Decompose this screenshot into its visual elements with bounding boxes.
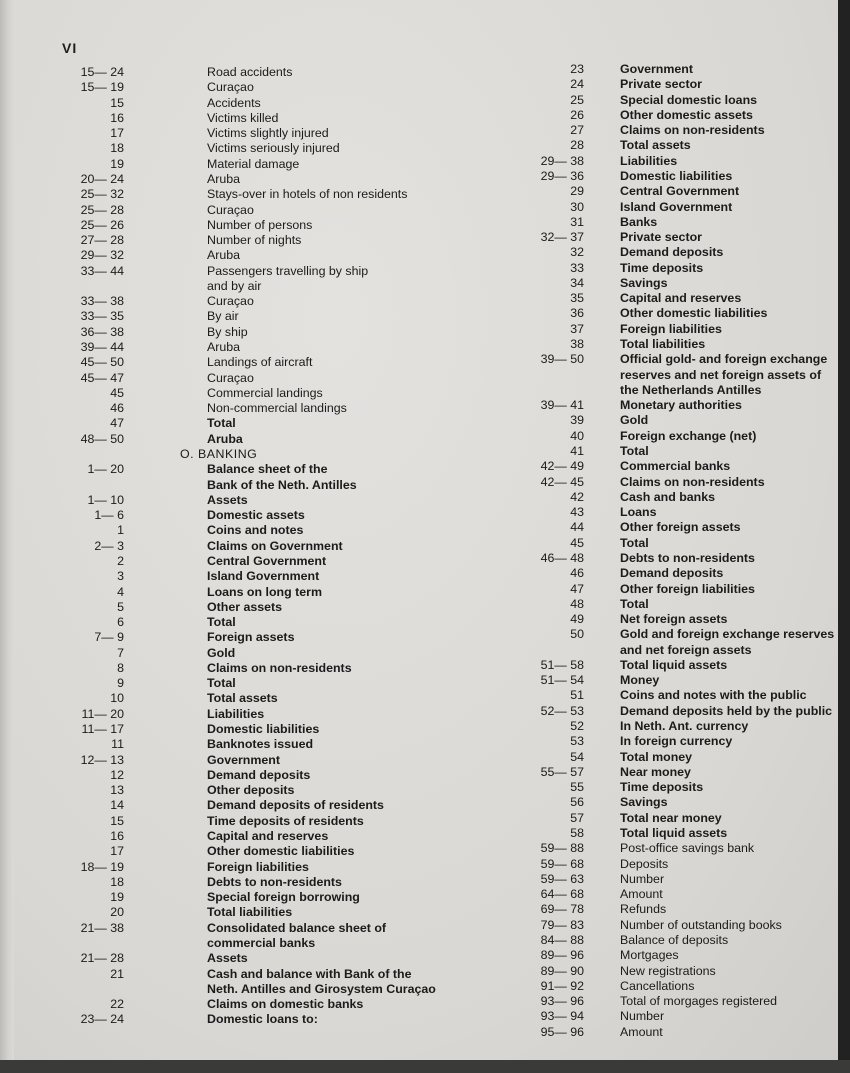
entry-label: Central Government xyxy=(620,184,740,199)
entry-table-range: 48 xyxy=(570,596,584,611)
entry-table-range: 34 xyxy=(570,275,584,290)
entry-table-range: 9 xyxy=(117,676,124,691)
entry-label: Amount xyxy=(620,887,663,902)
entry-table-range: 51 xyxy=(570,688,584,703)
entry-label: Total assets xyxy=(207,691,278,706)
entry-label: In Neth. Ant. currency xyxy=(620,719,749,734)
entry-label: Island Government xyxy=(207,569,320,584)
entry-table-range: 84— 88 xyxy=(540,932,584,947)
entry-table-range: 15 xyxy=(110,813,124,828)
entry-label: Total xyxy=(620,444,649,458)
entry-table-range: 47 xyxy=(110,416,124,431)
entry-label: Total xyxy=(207,416,236,431)
entry-table-range: 89— 96 xyxy=(540,948,584,963)
entry-table-range: 46 xyxy=(110,401,124,416)
entry-label: Post-office savings bank xyxy=(620,841,755,856)
entry-table-range: 19 xyxy=(110,890,124,905)
book-edge xyxy=(838,0,850,1073)
entry-table-range: 39— 50 xyxy=(540,352,584,367)
entry-label: Other domestic liabilities xyxy=(207,844,355,859)
entry-table-range: 45 xyxy=(110,385,124,400)
entry-table-range: 59— 88 xyxy=(540,841,584,856)
entry-label: commercial banks xyxy=(207,935,316,950)
entry-label: Total xyxy=(207,676,236,691)
entry-label: Other domestic assets xyxy=(620,107,753,122)
entry-table-range: 50 xyxy=(570,627,584,642)
entry-table-range: 18 xyxy=(110,141,124,156)
entry-label: Total liabilities xyxy=(620,337,706,352)
entry-table-range: 18— 19 xyxy=(80,859,124,874)
entry-label: Banknotes issued xyxy=(207,737,314,752)
entry-table-range: 27 xyxy=(570,123,584,138)
entry-label: Number xyxy=(620,1009,665,1024)
entry-label: Debts to non-residents xyxy=(207,874,342,889)
entry-label: Loans xyxy=(620,505,657,520)
entry-label: Victims slightly injured xyxy=(207,126,329,141)
entry-table-range: 25— 32 xyxy=(80,187,124,202)
entry-table-range: 40 xyxy=(570,428,584,443)
entry-label: By ship xyxy=(207,324,248,339)
entry-label: Money xyxy=(620,673,660,688)
entry-table-range: 36 xyxy=(570,306,584,321)
entry-table-range: 1— 6 xyxy=(94,508,124,523)
entry-table-range: 2— 3 xyxy=(94,538,124,553)
entry-table-range: 30 xyxy=(570,199,584,214)
entry-table-range: 46— 48 xyxy=(540,550,584,565)
entry-table-range: 23 xyxy=(570,62,584,76)
entry-label: Amount xyxy=(620,1024,663,1039)
entry-label: Savings xyxy=(620,275,668,290)
entry-table-range: 7— 9 xyxy=(94,630,124,645)
entry-table-range: 26 xyxy=(570,107,584,122)
entry-label: Time deposits xyxy=(620,260,704,275)
entry-label: Time deposits of residents xyxy=(207,813,364,828)
entry-label: Domestic loans to: xyxy=(207,1012,318,1027)
entry-table-range: 69— 78 xyxy=(540,902,584,917)
entry-table-range: 11 xyxy=(111,737,124,752)
entry-label: Special domestic loans xyxy=(620,92,758,107)
entry-table-range: 24 xyxy=(570,77,584,92)
entry-label: Domestic liabilities xyxy=(207,722,320,737)
entry-label: Claims on non-residents xyxy=(620,474,765,489)
entry-table-range: 17 xyxy=(110,126,124,141)
entry-label: Mortgages xyxy=(620,948,679,963)
entry-label: Cash and balance with Bank of the xyxy=(207,966,412,981)
entry-label: Capital and reserves xyxy=(207,829,329,843)
entry-table-range: 45— 50 xyxy=(80,355,124,370)
entry-table-range: 16 xyxy=(110,110,124,125)
entry-label: the Netherlands Antilles xyxy=(620,382,762,397)
entry-table-range: 43 xyxy=(570,505,584,520)
entry-table-range: 59— 68 xyxy=(540,856,584,871)
entry-table-range: 39— 41 xyxy=(540,398,584,413)
entry-label: Total xyxy=(620,535,649,550)
entry-label: Official gold- and foreign exchange xyxy=(620,352,828,367)
entry-label: Road accidents xyxy=(207,65,293,79)
entry-table-range: 58 xyxy=(570,826,584,840)
entry-table-range: 29— 36 xyxy=(540,168,584,183)
entry-table-range: 10 xyxy=(110,691,124,706)
entry-table-range: 36— 38 xyxy=(80,324,124,339)
entry-table-range: 14 xyxy=(110,798,124,813)
entry-label: Aruba xyxy=(207,431,243,446)
entry-label: New registrations xyxy=(620,963,716,978)
entry-label: Government xyxy=(620,62,693,76)
entry-table-range: 19 xyxy=(110,156,124,171)
entry-table-range: 51— 54 xyxy=(540,673,584,688)
entry-table-range: 47 xyxy=(570,581,584,596)
entry-label: Net foreign assets xyxy=(620,612,728,627)
entry-table-range: 89— 90 xyxy=(540,963,584,978)
entry-label: Total liabilities xyxy=(207,905,293,920)
entry-label: Private sector xyxy=(620,230,702,245)
entry-table-range: 39 xyxy=(570,413,584,428)
entry-table-range: 42— 49 xyxy=(540,459,584,474)
entry-table-range: 21— 38 xyxy=(80,920,124,935)
entry-table-range: 20 xyxy=(110,905,124,920)
entry-table-range: 33— 44 xyxy=(80,263,124,278)
entry-table-range: 20— 24 xyxy=(80,171,124,186)
entry-label: Foreign liabilities xyxy=(207,859,309,874)
entry-table-range: 91— 92 xyxy=(540,978,584,993)
entry-table-range: 11— 20 xyxy=(81,706,124,721)
entry-label: and by air xyxy=(207,278,262,293)
entry-table-range: 79— 83 xyxy=(540,917,584,932)
entry-label: reserves and net foreign assets of xyxy=(620,367,822,382)
entry-table-range: 29— 32 xyxy=(80,248,124,263)
entry-label: Claims on Government xyxy=(207,538,343,553)
entry-label: Total of morgages registered xyxy=(620,994,778,1009)
entry-table-range: 33— 38 xyxy=(80,294,124,309)
entry-label: Foreign exchange (net) xyxy=(620,428,757,443)
entry-table-range: 41 xyxy=(570,444,584,458)
entry-table-range: 44 xyxy=(570,520,584,535)
entry-table-range: 45 xyxy=(570,535,584,550)
entry-label: Domestic assets xyxy=(207,508,305,523)
entry-table-range: 22 xyxy=(110,997,124,1012)
entry-table-range: 93— 96 xyxy=(540,994,584,1009)
entry-label: Number of nights xyxy=(207,233,302,248)
entry-table-range: 55 xyxy=(570,780,584,795)
entry-table-range: 12 xyxy=(110,767,124,782)
entry-label: Refunds xyxy=(620,902,667,917)
entry-label: Debts to non-residents xyxy=(620,550,755,565)
entry-label: Accidents xyxy=(207,95,261,110)
entry-table-range: 15— 19 xyxy=(80,80,124,95)
entry-table-range: 46 xyxy=(570,566,584,581)
entry-table-range: 21— 28 xyxy=(80,951,124,966)
entry-label: Stays-over in hotels of non residents xyxy=(207,187,408,202)
entry-label: Landings of aircraft xyxy=(207,355,313,370)
entry-label: Aruba xyxy=(207,340,241,355)
entry-label: Foreign liabilities xyxy=(620,321,722,336)
entry-table-range: 5 xyxy=(117,599,124,614)
entry-label: Victims seriously injured xyxy=(207,141,340,156)
entry-table-range: 39— 44 xyxy=(80,340,124,355)
entry-table-range: 17 xyxy=(110,844,124,859)
entry-label: Number of outstanding books xyxy=(620,917,782,932)
entry-table-range: 25 xyxy=(570,92,584,107)
entry-table-range: 35 xyxy=(570,291,584,306)
entry-label: Curaçao xyxy=(207,370,254,385)
entry-label: Total xyxy=(620,596,649,611)
entry-table-range: 21 xyxy=(110,966,124,981)
entry-label: Curaçao xyxy=(207,80,254,95)
entry-label: Other foreign assets xyxy=(620,520,741,535)
entry-label: Liabilities xyxy=(207,706,265,721)
entry-label: By air xyxy=(207,309,239,324)
entry-table-range: 1 xyxy=(117,523,124,538)
entry-label: Claims on non-residents xyxy=(207,660,352,675)
entry-label: Claims on non-residents xyxy=(620,123,765,138)
entry-label: Number of persons xyxy=(207,217,313,232)
entry-table-range: 23— 24 xyxy=(80,1012,124,1027)
page-binding-shadow xyxy=(0,0,14,1060)
entry-table-range: 31 xyxy=(570,214,584,229)
entry-label: Deposits xyxy=(620,856,669,871)
entry-label: Demand deposits xyxy=(207,767,311,782)
entry-label: Liabilities xyxy=(620,153,678,168)
entry-label: Near money xyxy=(620,764,691,779)
entry-table-range: 33— 35 xyxy=(80,309,124,324)
entry-label: Total liquid assets xyxy=(620,657,728,672)
entry-table-range: 32 xyxy=(570,245,584,260)
entry-table-range: 15— 24 xyxy=(80,65,124,79)
entry-table-range: 56 xyxy=(570,795,584,810)
entry-label: Loans on long term xyxy=(207,584,322,599)
entry-table-range: 93— 94 xyxy=(540,1009,584,1024)
entry-table-range: 25— 28 xyxy=(80,202,124,217)
entry-label: Aruba xyxy=(207,171,241,186)
entry-label: Central Government xyxy=(207,553,327,568)
entry-table-range: 48— 50 xyxy=(80,431,124,446)
entry-table-range: 3 xyxy=(117,569,124,584)
entry-table-range: 95— 96 xyxy=(540,1024,584,1039)
entry-label: Demand deposits xyxy=(620,245,724,260)
entry-table-range: 52 xyxy=(570,719,584,734)
entry-label: Balance of deposits xyxy=(620,932,729,947)
entry-label: Demand deposits of residents xyxy=(207,798,384,813)
entry-table-range: 52— 53 xyxy=(540,703,584,718)
entry-label: Balance sheet of the xyxy=(207,462,328,477)
entry-table-range: 29 xyxy=(570,184,584,199)
entry-label: Claims on domestic banks xyxy=(207,997,364,1012)
entry-table-range: 2 xyxy=(117,553,124,568)
entry-table-range: 53 xyxy=(570,734,584,749)
entry-table-range: 15 xyxy=(110,95,124,110)
entry-table-range: 27— 28 xyxy=(80,233,124,248)
entry-label: Demand deposits held by the public xyxy=(620,703,833,718)
entry-label: Foreign assets xyxy=(207,630,295,645)
entry-label: Cash and banks xyxy=(620,489,716,504)
entry-label: Private sector xyxy=(620,77,702,92)
entry-label: Material damage xyxy=(207,156,300,171)
entry-label: Total liquid assets xyxy=(620,826,728,840)
entry-label: Bank of the Neth. Antilles xyxy=(207,477,357,492)
section-heading: O. BANKING xyxy=(180,447,258,461)
entry-label: Consolidated balance sheet of xyxy=(207,920,387,935)
entry-label: Other deposits xyxy=(207,783,295,798)
entry-table-range: 37 xyxy=(570,321,584,336)
entry-label: and net foreign assets xyxy=(620,642,752,657)
entry-label: Domestic liabilities xyxy=(620,168,733,183)
entry-table-range: 1— 10 xyxy=(87,492,124,507)
entry-label: Total near money xyxy=(620,810,722,825)
entry-table-range: 18 xyxy=(110,874,124,889)
entry-table-range: 7 xyxy=(117,645,124,660)
entry-label: Commercial landings xyxy=(207,385,323,400)
entry-label: In foreign currency xyxy=(620,734,733,749)
page-number: VI xyxy=(62,40,78,56)
entry-table-range: 49 xyxy=(570,612,584,627)
entry-label: Government xyxy=(207,752,280,767)
entry-label: Neth. Antilles and Girosystem Curaçao xyxy=(207,981,436,996)
entry-table-range: 57 xyxy=(570,810,584,825)
entry-table-range: 59— 63 xyxy=(540,871,584,886)
entry-table-range: 12— 13 xyxy=(80,752,124,767)
entry-label: Passengers travelling by ship xyxy=(207,263,369,278)
entry-label: Gold xyxy=(620,413,649,428)
entry-label: Non-commercial landings xyxy=(207,401,347,416)
entry-table-range: 8 xyxy=(117,660,124,675)
entry-table-range: 25— 26 xyxy=(80,217,124,232)
entry-label: Curaçao xyxy=(207,294,254,309)
entry-table-range: 29— 38 xyxy=(540,153,584,168)
entry-table-range: 33 xyxy=(570,260,584,275)
entry-label: Other assets xyxy=(207,599,283,614)
entry-label: Gold and foreign exchange reserves xyxy=(620,627,835,642)
entry-label: Total money xyxy=(620,749,693,764)
entry-table-range: 64— 68 xyxy=(540,887,584,902)
entry-label: Banks xyxy=(620,214,658,229)
entry-table-range: 11— 17 xyxy=(81,722,124,737)
entry-table-range: 54 xyxy=(570,749,584,764)
entry-label: Assets xyxy=(207,492,248,507)
entry-label: Demand deposits xyxy=(620,566,724,581)
entry-label: Aruba xyxy=(207,248,241,263)
entry-table-range: 4 xyxy=(117,584,124,599)
entry-table-range: 51— 58 xyxy=(540,657,584,672)
entry-label: Island Government xyxy=(620,199,733,214)
entry-label: Commercial banks xyxy=(620,459,731,474)
entry-label: Capital and reserves xyxy=(620,291,742,306)
entry-label: Other domestic liabilities xyxy=(620,306,768,321)
entry-table-range: 32— 37 xyxy=(540,230,584,245)
entry-label: Gold xyxy=(207,645,236,660)
entry-label: Curaçao xyxy=(207,202,254,217)
entry-label: Victims killed xyxy=(207,110,279,125)
entry-table-range: 42— 45 xyxy=(540,474,584,489)
entry-label: Coins and notes xyxy=(207,523,304,538)
entry-label: Other foreign liabilities xyxy=(620,581,755,596)
entry-table-range: 1— 20 xyxy=(87,462,124,477)
entry-table-range: 16 xyxy=(110,829,124,843)
entry-label: Total xyxy=(207,615,236,630)
entry-table-range: 13 xyxy=(110,783,124,798)
entry-label: Time deposits xyxy=(620,780,704,795)
entry-label: Special foreign borrowing xyxy=(207,890,360,905)
entry-label: Cancellations xyxy=(620,978,695,993)
book-bottom-edge xyxy=(0,1060,850,1073)
entry-label: Assets xyxy=(207,951,248,966)
entry-table-range: 38 xyxy=(570,337,584,352)
entry-label: Savings xyxy=(620,795,668,810)
entry-label: Number xyxy=(620,871,665,886)
entry-table-range: 6 xyxy=(117,615,124,630)
entry-table-range: 42 xyxy=(570,489,584,504)
entry-table-range: 55— 57 xyxy=(540,764,584,779)
entry-label: Coins and notes with the public xyxy=(620,688,807,703)
entry-table-range: 28 xyxy=(570,138,584,153)
entry-label: Monetary authorities xyxy=(620,398,742,413)
entry-table-range: 45— 47 xyxy=(80,370,124,385)
entry-label: Total assets xyxy=(620,138,691,153)
